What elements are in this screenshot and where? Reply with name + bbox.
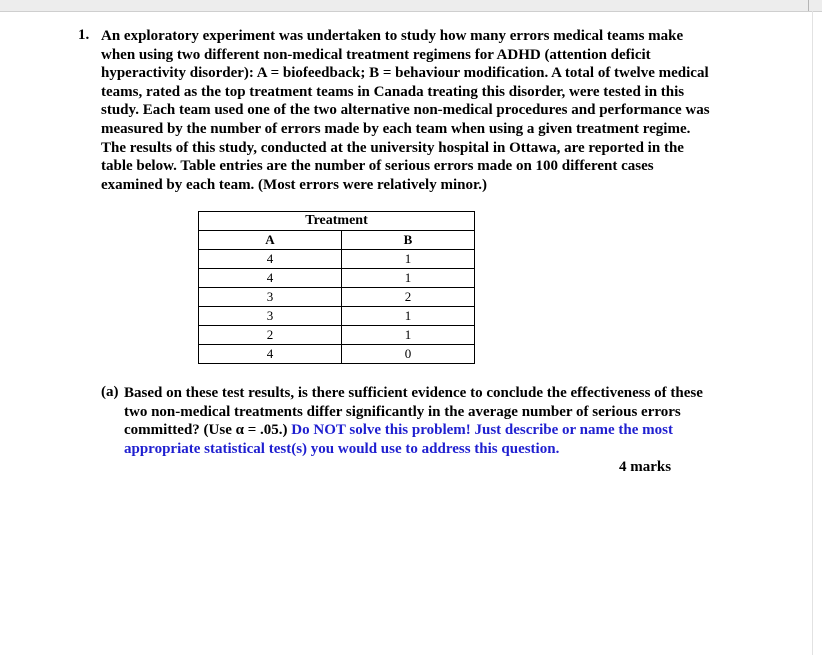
table-cell-a: 4	[199, 345, 342, 364]
table-cell-a: 3	[199, 288, 342, 307]
table-row	[199, 288, 475, 307]
treatment-table	[198, 211, 475, 364]
part-a-instruction: Do NOT solve this problem! Just describe or name the most	[291, 422, 673, 439]
column-header-a: A	[199, 231, 342, 250]
table-row	[199, 345, 475, 364]
part-a-label: (a)	[101, 384, 119, 400]
table-cell-b: 1	[341, 307, 474, 326]
question-line: An exploratory experiment was undertaken to study how many errors medical teams make	[101, 28, 684, 44]
column-header-b: B	[341, 231, 474, 250]
table-cell-a: 2	[199, 326, 342, 345]
part-a-text	[124, 384, 744, 458]
question-line: The results of this study, conducted at the university hospital in Ottawa, are reported in the	[101, 139, 684, 156]
table-cell-b: 2	[341, 288, 474, 307]
question-line: when using two different non-medical treatment regimens for ADHD (attention deficit	[101, 46, 651, 63]
page-edge	[812, 11, 813, 655]
table-cell-b: 1	[341, 326, 474, 345]
question-text	[101, 27, 741, 194]
part-a-line: Based on these test results, is there sufficient evidence to conclude the effectiveness of these	[124, 385, 703, 401]
question-line: hyperactivity disorder): A = biofeedback; B = behaviour modification. A total of twelve medical	[101, 65, 709, 82]
table-cell-a: 4	[199, 250, 342, 269]
table-cell-a: 4	[199, 269, 342, 288]
question-line: table below. Table entries are the number of serious errors made on 100 different cases	[101, 158, 654, 175]
table-row	[199, 250, 475, 269]
part-a-instruction: appropriate statistical test(s) you would use to address this question.	[124, 440, 560, 457]
part-a-line: two non-medical treatments differ significantly in the average number of serious errors	[124, 403, 681, 420]
question-line: teams, rated as the top treatment teams in Canada treating this disorder, were tested in this	[101, 83, 685, 100]
question-line: measured by the number of errors made by each team when using a given treatment regime.	[101, 120, 691, 137]
table-cell-b: 1	[341, 269, 474, 288]
viewer-top-bar	[0, 0, 822, 12]
marks-label: 4 marks	[619, 459, 672, 475]
table-cell-b: 0	[341, 345, 474, 364]
question-line: examined by each team. (Most errors were relatively minor.)	[101, 176, 488, 193]
table-row	[199, 326, 475, 345]
table-row	[199, 269, 475, 288]
table-cell-b: 1	[341, 250, 474, 269]
question-number: 1.	[78, 27, 90, 43]
table-row	[199, 307, 475, 326]
table-cell-a: 3	[199, 307, 342, 326]
top-bar-divider	[808, 0, 809, 11]
table-title: Treatment	[199, 212, 475, 231]
question-line: study. Each team used one of the two alternative non-medical procedures and performance was	[101, 102, 710, 119]
part-a-line3-black: committed? (Use α = .05.)	[124, 422, 292, 439]
part-a-line	[124, 421, 744, 440]
